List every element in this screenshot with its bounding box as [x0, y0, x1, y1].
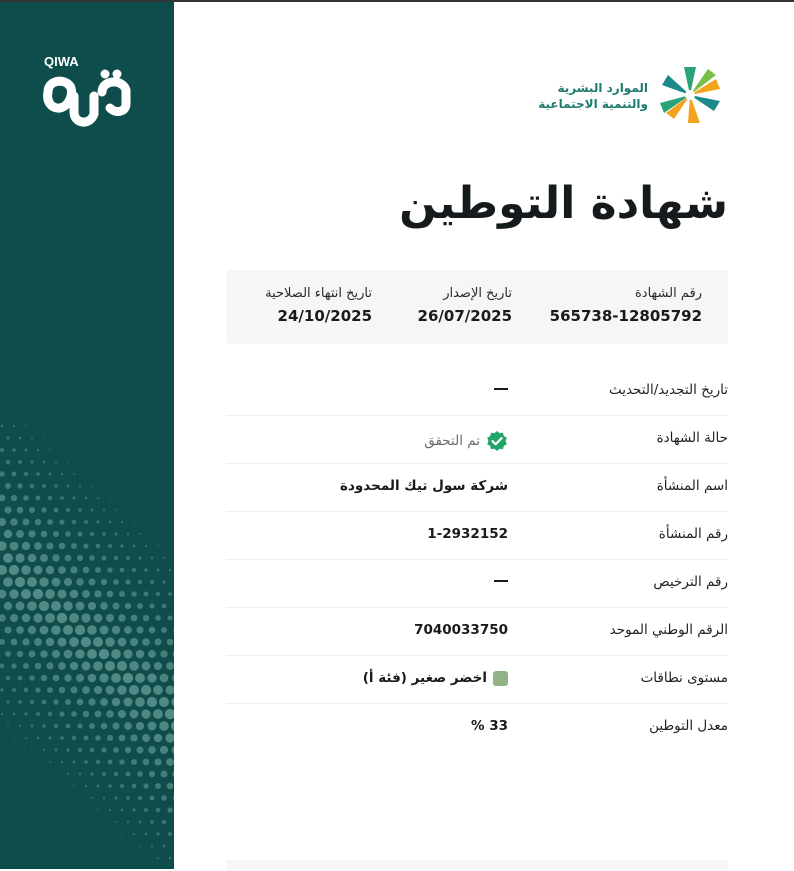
license-number-value: [228, 574, 508, 590]
detail-row-unified-number: [226, 608, 728, 656]
detail-row-establishment-number: [226, 512, 728, 560]
detail-row-license-number: [226, 560, 728, 608]
license-number-label: رقم الترخيص: [528, 574, 728, 590]
ministry-name-line2: والتنمية الاجتماعية: [528, 96, 648, 112]
sidebar-panel: [0, 2, 174, 869]
verified-badge-icon: [486, 430, 508, 452]
certificate-main: [174, 2, 794, 869]
nitaqat-level-label: مستوى نطاقات: [528, 670, 728, 686]
nitaqat-level-text: اخضر صغير (فئة أ): [363, 670, 487, 686]
detail-row-status: [226, 416, 728, 464]
certificate-number-block: [532, 284, 702, 328]
establishment-name-value: شركة سول تيك المحدودة: [228, 478, 508, 494]
issue-date-label: تاريخ الإصدار: [382, 284, 512, 304]
saudization-rate-value: 33 %: [228, 718, 508, 734]
certificate-number-label: رقم الشهادة: [532, 284, 702, 304]
certificate-details: [226, 368, 728, 751]
footer-strip: [226, 860, 728, 871]
renewal-date-label: تاريخ التجديد/التحديث: [528, 382, 728, 398]
unified-number-value: 7040033750: [228, 622, 508, 638]
detail-row-establishment-name: [226, 464, 728, 512]
qiwa-logo: [40, 52, 135, 134]
certificate-number-value: 565738-12805792: [532, 304, 702, 328]
saudization-rate-label: معدل التوطين: [528, 718, 728, 734]
ministry-name-line1: الموارد البشرية: [528, 80, 648, 96]
issue-date-value: 26/07/2025: [382, 304, 512, 328]
page-title: شهادة التوطين: [308, 174, 728, 234]
status-label: حالة الشهادة: [528, 430, 728, 446]
status-text: تم التحقق: [424, 433, 480, 449]
nitaqat-color-indicator: [493, 671, 508, 686]
empty-dash: [494, 388, 508, 390]
certificate-summary: [226, 270, 728, 344]
status-value: [228, 430, 508, 456]
nitaqat-level-value: [228, 670, 508, 686]
detail-row-renewal-date: [226, 368, 728, 416]
detail-row-nitaqat-level: [226, 656, 728, 704]
empty-dash: [494, 580, 508, 582]
expiry-date-label: تاريخ انتهاء الصلاحية: [242, 284, 372, 304]
ministry-name: [528, 80, 648, 112]
detail-row-saudization-rate: [226, 704, 728, 751]
expiry-date-block: [242, 284, 372, 328]
ministry-logo-icon: [656, 64, 728, 126]
issue-date-block: [382, 284, 512, 328]
unified-number-label: الرقم الوطني الموحد: [528, 622, 728, 638]
qiwa-logo-mark: [40, 52, 135, 134]
svg-text:QIWA: QIWA: [44, 54, 79, 69]
expiry-date-value: 24/10/2025: [242, 304, 372, 328]
renewal-date-value: [228, 382, 508, 398]
establishment-number-value: 1-2932152: [228, 526, 508, 542]
establishment-number-label: رقم المنشأة: [528, 526, 728, 542]
establishment-name-label: اسم المنشأة: [528, 478, 728, 494]
